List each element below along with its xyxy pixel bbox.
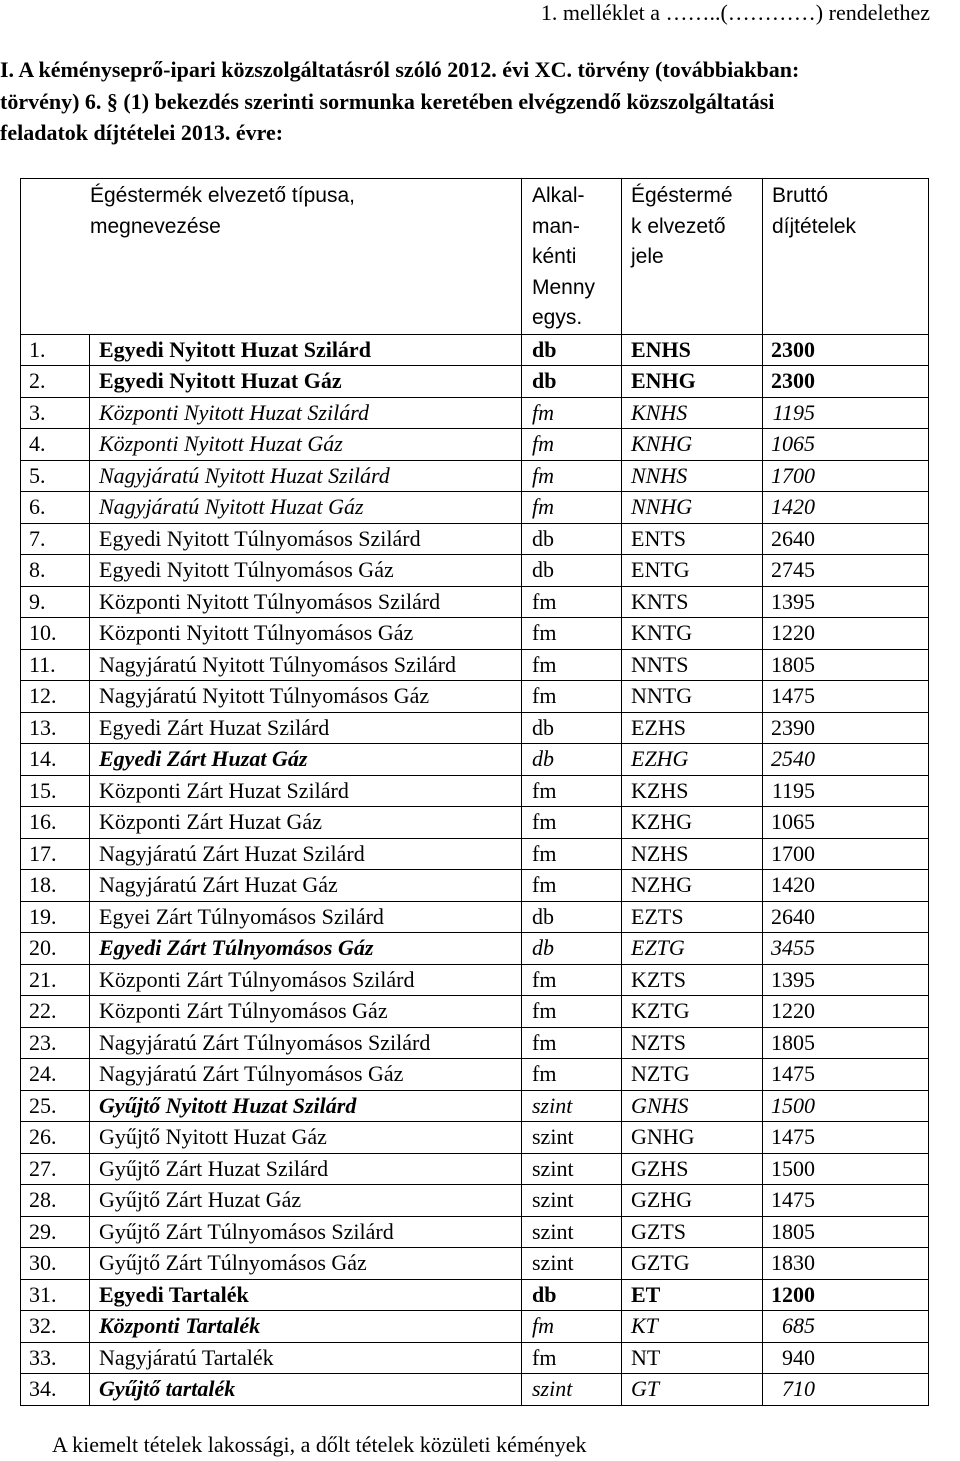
row-unit: db — [522, 1279, 622, 1311]
row-number: 31. — [21, 1279, 90, 1311]
row-type-name: Egyedi Nyitott Túlnyomásos Szilárd — [90, 523, 522, 555]
row-price: 1420 — [763, 870, 929, 902]
row-type-name: Gyűjtő tartalék — [90, 1374, 522, 1406]
row-code: NNTS — [622, 649, 763, 681]
row-price: 3455 — [763, 933, 929, 965]
table-row — [21, 712, 929, 744]
row-number: 16. — [21, 807, 90, 839]
row-price: 1805 — [763, 649, 929, 681]
row-type-name: Központi Tartalék — [90, 1311, 522, 1343]
row-code: KZTS — [622, 964, 763, 996]
row-unit: db — [522, 523, 622, 555]
row-code: NNHS — [622, 460, 763, 492]
table-row — [21, 996, 929, 1028]
row-number: 30. — [21, 1248, 90, 1280]
row-unit: db — [522, 555, 622, 587]
row-price: 2640 — [763, 901, 929, 933]
row-code: ENHG — [622, 366, 763, 398]
row-type-name: Egyedi Zárt Huzat Gáz — [90, 744, 522, 776]
row-type-name: Központi Zárt Túlnyomásos Gáz — [90, 996, 522, 1028]
row-code: KNHG — [622, 429, 763, 461]
row-unit: szint — [522, 1374, 622, 1406]
row-type-name: Egyedi Zárt Huzat Szilárd — [90, 712, 522, 744]
row-unit: fm — [522, 492, 622, 524]
table-row — [21, 523, 929, 555]
row-type-name: Gyűjtő Nyitott Huzat Szilárd — [90, 1090, 522, 1122]
row-number: 21. — [21, 964, 90, 996]
row-price: 1500 — [763, 1090, 929, 1122]
row-unit: fm — [522, 429, 622, 461]
row-price: 1475 — [763, 1185, 929, 1217]
heading-line: feladatok díjtételei 2013. évre: — [0, 120, 284, 145]
row-code: GZTG — [622, 1248, 763, 1280]
row-unit: szint — [522, 1185, 622, 1217]
header-code-line: k elvezető — [631, 214, 726, 238]
row-price: 1195 — [763, 397, 929, 429]
row-code: EZHG — [622, 744, 763, 776]
table-row — [21, 649, 929, 681]
table-row — [21, 1059, 929, 1091]
row-unit: szint — [522, 1122, 622, 1154]
row-code: KNHS — [622, 397, 763, 429]
row-price: 2640 — [763, 523, 929, 555]
row-unit: fm — [522, 1311, 622, 1343]
table-row — [21, 838, 929, 870]
row-number: 9. — [21, 586, 90, 618]
row-price: 2540 — [763, 744, 929, 776]
row-price: 1065 — [763, 429, 929, 461]
table-row — [21, 1216, 929, 1248]
table-row — [21, 397, 929, 429]
row-type-name: Gyűjtő Nyitott Huzat Gáz — [90, 1122, 522, 1154]
row-code: KZHG — [622, 807, 763, 839]
row-code: GNHS — [622, 1090, 763, 1122]
row-unit: fm — [522, 838, 622, 870]
row-type-name: Nagyjáratú Nyitott Huzat Gáz — [90, 492, 522, 524]
table-row — [21, 1279, 929, 1311]
row-code: KNTG — [622, 618, 763, 650]
row-price: 2745 — [763, 555, 929, 587]
row-unit: fm — [522, 775, 622, 807]
row-number: 11. — [21, 649, 90, 681]
row-number: 22. — [21, 996, 90, 1028]
row-number: 33. — [21, 1342, 90, 1374]
row-number: 24. — [21, 1059, 90, 1091]
row-number: 28. — [21, 1185, 90, 1217]
row-type-name: Nagyjáratú Zárt Túlnyomásos Szilárd — [90, 1027, 522, 1059]
row-unit: fm — [522, 681, 622, 713]
row-code: KZHS — [622, 775, 763, 807]
header-code-line: Égéstermé — [631, 184, 733, 207]
row-type-name: Nagyjáratú Zárt Huzat Szilárd — [90, 838, 522, 870]
table-row — [21, 775, 929, 807]
row-number: 20. — [21, 933, 90, 965]
row-number: 34. — [21, 1374, 90, 1406]
row-unit: db — [522, 334, 622, 366]
row-price: 1195 — [763, 775, 929, 807]
row-unit: db — [522, 712, 622, 744]
row-code: NNTG — [622, 681, 763, 713]
table-row — [21, 1153, 929, 1185]
table-row — [21, 586, 929, 618]
table-row — [21, 429, 929, 461]
row-number: 17. — [21, 838, 90, 870]
row-price: 1805 — [763, 1027, 929, 1059]
row-type-name: Központi Nyitott Túlnyomásos Gáz — [90, 618, 522, 650]
row-price: 2300 — [763, 334, 929, 366]
row-code: EZTG — [622, 933, 763, 965]
row-type-name: Egyedi Nyitott Túlnyomásos Gáz — [90, 555, 522, 587]
row-price: 1395 — [763, 586, 929, 618]
row-number: 3. — [21, 397, 90, 429]
row-code: GT — [622, 1374, 763, 1406]
row-number: 1. — [21, 334, 90, 366]
row-type-name: Egyedi Zárt Túlnyomásos Gáz — [90, 933, 522, 965]
header-type-line: Égéstermék elvezető típusa, — [90, 184, 355, 207]
row-unit: fm — [522, 649, 622, 681]
header-type — [21, 179, 522, 335]
row-number: 18. — [21, 870, 90, 902]
row-unit: szint — [522, 1090, 622, 1122]
row-unit: fm — [522, 586, 622, 618]
table-row — [21, 901, 929, 933]
table-row — [21, 460, 929, 492]
header-unit-line: egys. — [532, 306, 583, 329]
row-type-name: Egyedi Nyitott Huzat Gáz — [90, 366, 522, 398]
row-code: ET — [622, 1279, 763, 1311]
table-row — [21, 555, 929, 587]
header-unit-line: Menny — [532, 275, 596, 299]
table-row — [21, 366, 929, 398]
row-number: 15. — [21, 775, 90, 807]
row-unit: db — [522, 744, 622, 776]
table-row — [21, 618, 929, 650]
row-unit: fm — [522, 1342, 622, 1374]
row-code: NZTS — [622, 1027, 763, 1059]
row-price: 1500 — [763, 1153, 929, 1185]
row-unit: fm — [522, 618, 622, 650]
row-price: 1475 — [763, 1059, 929, 1091]
row-number: 10. — [21, 618, 90, 650]
row-price: 710 — [763, 1374, 929, 1406]
row-unit: fm — [522, 397, 622, 429]
row-number: 6. — [21, 492, 90, 524]
row-number: 32. — [21, 1311, 90, 1343]
header-code-line: jele — [631, 245, 664, 268]
row-type-name: Nagyjáratú Zárt Huzat Gáz — [90, 870, 522, 902]
row-number: 26. — [21, 1122, 90, 1154]
row-unit: fm — [522, 460, 622, 492]
row-price: 1700 — [763, 460, 929, 492]
row-price: 1395 — [763, 964, 929, 996]
row-price: 1475 — [763, 1122, 929, 1154]
annex-reference: 1. melléklet a ……..(…………) rendelethez — [540, 0, 930, 25]
row-code: KNTS — [622, 586, 763, 618]
row-code: KZTG — [622, 996, 763, 1028]
header-price — [763, 179, 929, 335]
row-code: GNHG — [622, 1122, 763, 1154]
header-unit — [522, 179, 622, 335]
row-type-name: Nagyjáratú Nyitott Huzat Szilárd — [90, 460, 522, 492]
table-row — [21, 1090, 929, 1122]
row-code: ENTG — [622, 555, 763, 587]
header-unit-line: man- — [532, 214, 580, 238]
row-type-name: Egyei Zárt Túlnyomásos Szilárd — [90, 901, 522, 933]
row-price: 1420 — [763, 492, 929, 524]
row-price: 1200 — [763, 1279, 929, 1311]
row-type-name: Központi Zárt Huzat Szilárd — [90, 775, 522, 807]
row-number: 29. — [21, 1216, 90, 1248]
row-number: 19. — [21, 901, 90, 933]
row-type-name: Gyűjtő Zárt Túlnyomásos Szilárd — [90, 1216, 522, 1248]
row-type-name: Nagyjáratú Nyitott Túlnyomásos Gáz — [90, 681, 522, 713]
row-price: 685 — [763, 1311, 929, 1343]
table-row — [21, 964, 929, 996]
row-price: 1220 — [763, 618, 929, 650]
row-unit: db — [522, 933, 622, 965]
header-type-line: megnevezése — [90, 214, 221, 238]
row-type-name: Központi Nyitott Huzat Gáz — [90, 429, 522, 461]
table-header-row — [21, 179, 929, 335]
row-type-name: Gyűjtő Zárt Túlnyomásos Gáz — [90, 1248, 522, 1280]
row-number: 23. — [21, 1027, 90, 1059]
row-price: 2300 — [763, 366, 929, 398]
table-row — [21, 807, 929, 839]
document-heading — [0, 54, 960, 149]
row-code: EZTS — [622, 901, 763, 933]
row-type-name: Nagyjáratú Nyitott Túlnyomásos Szilárd — [90, 649, 522, 681]
row-code: NT — [622, 1342, 763, 1374]
row-code: GZHG — [622, 1185, 763, 1217]
row-code: KT — [622, 1311, 763, 1343]
header-price-line: Bruttó — [772, 184, 829, 207]
table-row — [21, 492, 929, 524]
table-row — [21, 1185, 929, 1217]
row-price: 1065 — [763, 807, 929, 839]
row-unit: fm — [522, 996, 622, 1028]
row-type-name: Központi Zárt Huzat Gáz — [90, 807, 522, 839]
row-unit: db — [522, 901, 622, 933]
header-unit-line: kénti — [532, 245, 577, 268]
header-price-line: díjtételek — [772, 214, 857, 238]
row-number: 2. — [21, 366, 90, 398]
row-code: ENHS — [622, 334, 763, 366]
row-unit: fm — [522, 1059, 622, 1091]
row-number: 5. — [21, 460, 90, 492]
row-unit: fm — [522, 1027, 622, 1059]
row-number: 14. — [21, 744, 90, 776]
row-price: 1805 — [763, 1216, 929, 1248]
table-row — [21, 1342, 929, 1374]
row-number: 4. — [21, 429, 90, 461]
row-type-name: Egyedi Tartalék — [90, 1279, 522, 1311]
table-row — [21, 1248, 929, 1280]
row-type-name: Nagyjáratú Zárt Túlnyomásos Gáz — [90, 1059, 522, 1091]
row-unit: szint — [522, 1216, 622, 1248]
row-code: GZTS — [622, 1216, 763, 1248]
heading-line: törvény) 6. § (1) bekezdés szerinti sormunka keretében elvégzendő közszolgáltatási — [0, 88, 775, 114]
row-unit: db — [522, 366, 622, 398]
table-row — [21, 744, 929, 776]
row-type-name: Központi Nyitott Túlnyomásos Szilárd — [90, 586, 522, 618]
header-unit-line: Alkal- — [532, 184, 585, 207]
fee-table — [20, 178, 929, 1406]
table-row — [21, 681, 929, 713]
row-price: 940 — [763, 1342, 929, 1374]
row-unit: szint — [522, 1153, 622, 1185]
header-code — [622, 179, 763, 335]
row-type-name: Gyűjtő Zárt Huzat Gáz — [90, 1185, 522, 1217]
row-code: NZTG — [622, 1059, 763, 1091]
row-number: 27. — [21, 1153, 90, 1185]
row-type-name: Egyedi Nyitott Huzat Szilárd — [90, 334, 522, 366]
row-unit: fm — [522, 964, 622, 996]
row-type-name: Központi Zárt Túlnyomásos Szilárd — [90, 964, 522, 996]
row-code: NNHG — [622, 492, 763, 524]
table-row — [21, 870, 929, 902]
table-row — [21, 1122, 929, 1154]
table-row — [21, 1027, 929, 1059]
row-number: 8. — [21, 555, 90, 587]
row-type-name: Nagyjáratú Tartalék — [90, 1342, 522, 1374]
row-number: 25. — [21, 1090, 90, 1122]
row-unit: szint — [522, 1248, 622, 1280]
table-row — [21, 1311, 929, 1343]
row-price: 1220 — [763, 996, 929, 1028]
row-code: NZHG — [622, 870, 763, 902]
row-type-name: Gyűjtő Zárt Huzat Szilárd — [90, 1153, 522, 1185]
table-row — [21, 334, 929, 366]
row-code: GZHS — [622, 1153, 763, 1185]
row-type-name: Központi Nyitott Huzat Szilárd — [90, 397, 522, 429]
row-code: EZHS — [622, 712, 763, 744]
row-price: 1475 — [763, 681, 929, 713]
row-unit: fm — [522, 870, 622, 902]
row-price: 1830 — [763, 1248, 929, 1280]
row-number: 7. — [21, 523, 90, 555]
footnote: A kiemelt tételek lakossági, a dőlt tételek közületi kémények — [52, 1432, 587, 1457]
table-row — [21, 1374, 929, 1406]
row-code: NZHS — [622, 838, 763, 870]
table-row — [21, 933, 929, 965]
row-unit: fm — [522, 807, 622, 839]
heading-line: I. A kéményseprő-ipari közszolgáltatásról szóló 2012. évi XC. törvény (továbbiakban: — [0, 57, 800, 82]
row-code: ENTS — [622, 523, 763, 555]
row-number: 12. — [21, 681, 90, 713]
row-price: 2390 — [763, 712, 929, 744]
row-number: 13. — [21, 712, 90, 744]
row-price: 1700 — [763, 838, 929, 870]
